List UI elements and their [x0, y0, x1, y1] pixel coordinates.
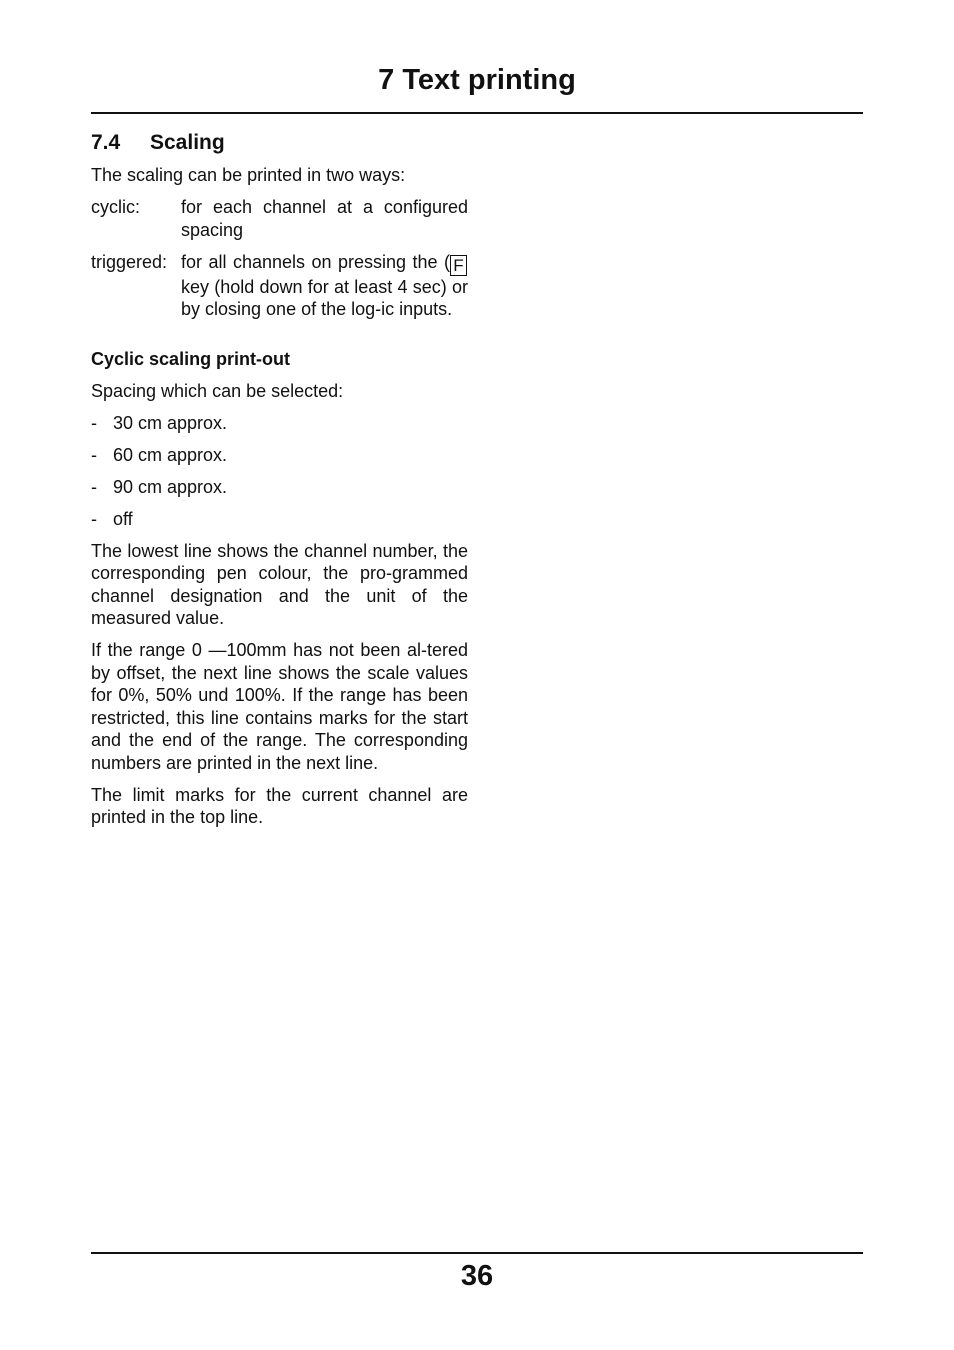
definition-description: for each channel at a configured spacing: [181, 197, 468, 240]
content-column: [91, 128, 468, 838]
spacing-options-list: [91, 412, 468, 531]
spacing-intro: Spacing which can be selected:: [91, 380, 344, 401]
definition-term: cyclic:: [91, 197, 140, 217]
section-intro: The scaling can be printed in two ways:: [91, 165, 406, 185]
f-key-icon: F: [450, 255, 467, 276]
page-number: 36: [460, 1260, 494, 1292]
body-paragraph: The lowest line shows the channel number, the corresponding pen colour, the pro-grammed channel designation and the unit of the measured value.: [91, 540, 468, 628]
body-paragraph: The limit marks for the current channel are printed in the top line.: [91, 784, 468, 827]
definition-triggered: [91, 251, 468, 321]
list-item: [91, 444, 468, 467]
list-item-label: off: [113, 508, 133, 529]
definition-description: [181, 251, 468, 321]
list-item: [91, 508, 468, 531]
body-paragraph: If the range 0 —100mm has not been al-tered by offset, the next line shows the scale values for 0%, 50% und 100%. If the range has been restricted, this line contains marks for the start and the end of the range. The corresponding numbers are printed in the next line.: [91, 640, 468, 773]
list-dash: -: [91, 412, 97, 433]
section-title: Scaling: [150, 131, 225, 154]
list-item-label: 30 cm approx.: [113, 412, 228, 433]
list-dash: -: [91, 444, 97, 465]
list-item: [91, 412, 468, 435]
definition-term: triggered:: [91, 251, 168, 272]
list-dash: -: [91, 476, 97, 497]
list-dash: -: [91, 508, 97, 529]
list-item-label: 90 cm approx.: [113, 476, 228, 497]
chapter-title: 7 Text printing: [378, 64, 576, 96]
description-before-key: for all channels on pressing the (: [181, 251, 450, 272]
description-after-key: key (hold down for at least 4 sec) or by closing one of the log-ic inputs.: [181, 276, 468, 319]
footer-rule: [91, 1252, 863, 1254]
section-heading: [91, 128, 468, 158]
cyclic-heading: Cyclic scaling print-out: [91, 348, 291, 369]
section-number: 7.4: [91, 131, 121, 154]
definition-cyclic: [91, 196, 468, 241]
list-item: [91, 476, 468, 499]
header-rule: [91, 112, 863, 114]
list-item-label: 60 cm approx.: [113, 444, 228, 465]
